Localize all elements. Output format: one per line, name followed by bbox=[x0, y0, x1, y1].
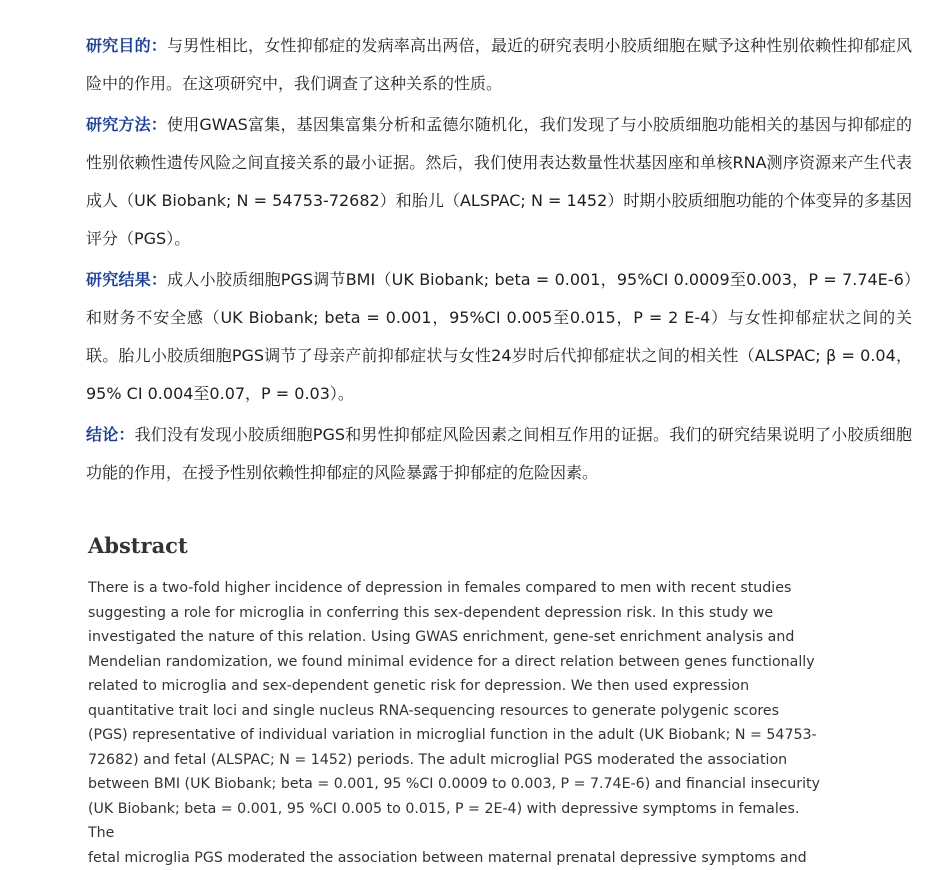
chinese-summary bbox=[86, 27, 912, 495]
methods-text: 使用GWAS富集，基因集富集分析和孟德尔随机化，我们发现了与小胶质细胞功能相关的基因与抑郁症的性别依赖性遗传风险之间直接关系的最小证据。然后，我们使用表达数量性状基因座和单核RNA测序资源来产生代表成人（UK Biobank; N = 54753-72682）和胎儿（ALSPAC; N = 1452）时期小胶质细胞功能的个体变异的多基因评分（PGS）。 bbox=[86, 115, 912, 248]
abstract-heading: Abstract bbox=[88, 533, 188, 558]
results-label: 研究结果： bbox=[86, 270, 168, 289]
summary-conclusion bbox=[86, 416, 912, 492]
abstract-body: There is a two-fold higher incidence of depression in females compared to men with recent studies suggesting a role for microglia in conferring this sex-dependent depression risk. In this study we investigated the nature of this relation. Using GWAS enrichment, gene-set enrichment analysis and Mendelian randomization, we found minimal evidence for a direct relation between genes functionally related to microglia and sex-dependent genetic risk for depression. We then used expression quantitative trait loci and single nucleus RNA-sequencing resources to generate polygenic scores (PGS) representative of individual variation in microglial function in the adult (UK Biobank; N = 54753- 72682) and fetal (ALSPAC; N = 1452) periods. The adult microglial PGS moderated the association between BMI (UK Biobank; beta = 0.001, 95 %CI 0.0009 to 0.003, P = 7.74E-6) and financial insecurity (UK Biobank; beta = 0.001, 95 %CI 0.005 to 0.015, P = 2E-4) with depressive symptoms in females. The fetal microglia PGS moderated the association between maternal prenatal depressive symptoms and bbox=[88, 580, 821, 866]
objective-label: 研究目的： bbox=[86, 36, 167, 55]
results-text: 成人小胶质细胞PGS调节BMI（UK Biobank; beta = 0.001，95%CI 0.0009至0.003，P = 7.74E-6）和财务不安全感（UK Biobank; beta = 0.001，95%CI 0.005至0.015，P = 2 E-4）与女性抑郁症状之间的关联。胎儿小胶质细胞PGS调节了母亲产前抑郁症状与女性24岁时后代抑郁症状之间的相关性（ALSPAC; β = 0.04，95% CI 0.004至0.07，P = 0.03）。 bbox=[86, 270, 912, 403]
summary-methods bbox=[86, 106, 912, 258]
summary-objective bbox=[86, 27, 912, 103]
abstract-image-panel bbox=[88, 530, 828, 870]
methods-label: 研究方法： bbox=[86, 115, 167, 134]
conclusion-text: 我们没有发现小胶质细胞PGS和男性抑郁症风险因素之间相互作用的证据。我们的研究结果说明了小胶质细胞功能的作用，在授予性别依赖性抑郁症的风险暴露于抑郁症的危险因素。 bbox=[86, 425, 912, 482]
conclusion-label: 结论： bbox=[86, 425, 135, 444]
summary-results bbox=[86, 261, 912, 413]
objective-text: 与男性相比，女性抑郁症的发病率高出两倍，最近的研究表明小胶质细胞在赋予这种性别依赖性抑郁症风险中的作用。在这项研究中，我们调查了这种关系的性质。 bbox=[86, 36, 912, 93]
